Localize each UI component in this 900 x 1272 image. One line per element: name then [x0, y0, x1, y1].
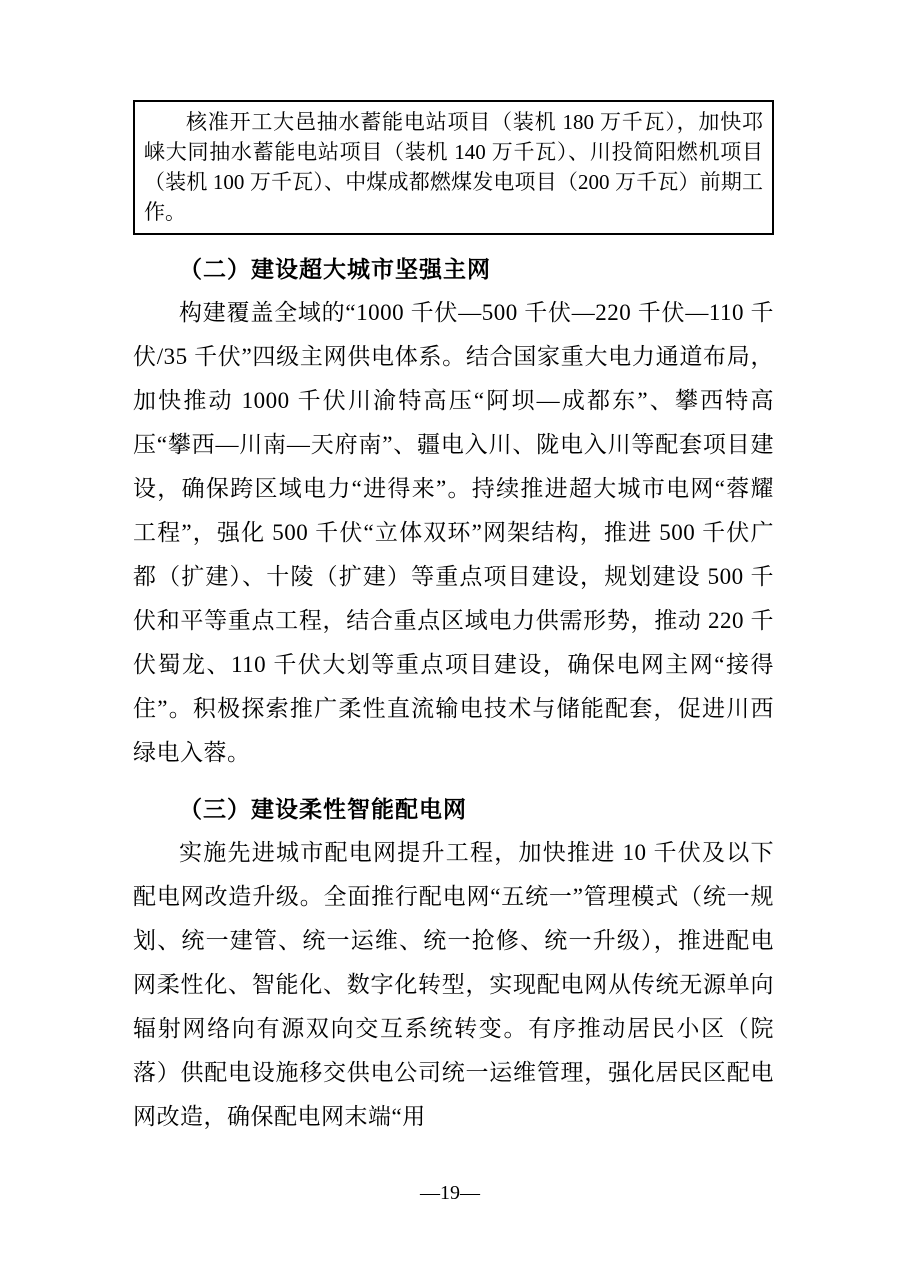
boxed-paragraph — [133, 100, 774, 235]
page-number: —19— — [420, 1182, 480, 1204]
boxed-paragraph-text: 核准开工大邑抽水蓄能电站项目（装机 180 万千瓦），加快邛崃大同抽水蓄能电站项目（装机 140 万千瓦）、川投简阳燃机项目（装机 100 万千瓦）、中煤成都燃煤发电项目（200 万千瓦）前期工作。 — [144, 110, 763, 224]
section-heading-3: （三）建设柔性智能配电网 — [179, 796, 467, 822]
section-heading-2: （二）建设超大城市坚强主网 — [179, 256, 491, 282]
section-3-paragraph: 实施先进城市配电网提升工程，加快推进 10 千伏及以下配电网改造升级。全面推行配电网“五统一”管理模式（统一规划、统一建管、统一运维、统一抢修、统一升级），推进配电网柔性化、智能化、数字化转型，实现配电网从传统无源单向辐射网络向有源双向交互系统转变。有序推动居民小区（院落）供配电设施移交供电公司统一运维管理，强化居民区配电网改造，确保配电网末端“用 — [133, 840, 774, 1129]
section-2-paragraph: 构建覆盖全域的“1000 千伏—500 千伏—220 千伏—110 千伏/35 千伏”四级主网供电体系。结合国家重大电力通道布局，加快推动 1000 千伏川渝特高压“阿坝—成都东”、攀西特高压“攀西—川南—天府南”、疆电入川、陇电入川等配套项目建设，确保跨区域电力“进得来”。持续推进超大城市电网“蓉耀工程”，强化 500 千伏“立体双环”网架结构，推进 500 千伏广都（扩建）、十陵（扩建）等重点项目建设，规划建设 500 千伏和平等重点工程，结合重点区域电力供需形势，推动 220 千伏蜀龙、110 千伏大划等重点项目建设，确保电网主网“接得住”。积极探索推广柔性直流输电技术与储能配套，促进川西绿电入蓉。 — [133, 300, 774, 765]
